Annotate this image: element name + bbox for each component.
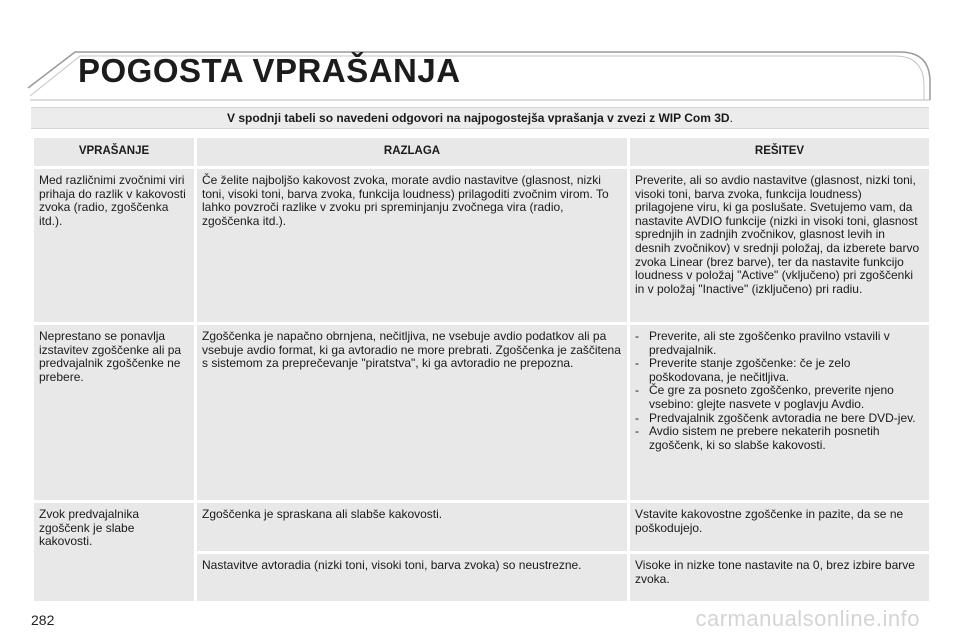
solution-cell [629,324,931,502]
table-row [33,324,931,502]
solution-item: - Preverite, ali ste zgoščenko pravilno vstavili v predvajalnik. [635,329,890,357]
watermark-text: carmanualsonline.info [695,606,920,631]
column-header-solution: REŠITEV [629,137,931,168]
question-cell: Neprestano se ponavlja izstavitev zgoščenke ali pa predvajalnik zgoščenke ne prebere. [33,324,196,502]
faq-table [31,135,932,604]
question-cell: Med različnimi zvočnimi viri prihaja do razlik v kakovosti zvoka (radio, zgoščenka itd.). [33,168,196,324]
intro-bar [31,107,929,129]
column-header-explanation: RAZLAGA [196,137,629,168]
solution-item: - Preverite stanje zgoščenke: če je zelo poškodovana, je nečitljiva. [635,356,851,384]
page-title: POGOSTA VPRAŠANJA [78,52,461,89]
table-row [33,502,931,553]
solution-cell: Preverite, ali so avdio nastavitve (glasnost, nizki toni, visoki toni, barva zvoka, funkcija loudness) prilagojene viru, ki ga poslušate. Svetujemo vam, da nastavite AVDIO funkcije (nizki in visoki toni, glasnost sprednjih in zadnjih zvočnikov, glasnost levih in desnih zvočnikov) v srednji položaj, da izberete barvo zvoka Linear (brez barve), ter da nastavite funkcijo loudness v položaj "Active" (vključeno) pri zgoščenki in v položaj "Inactive" (izključeno) pri radiu. [629,168,931,324]
page-header [0,0,960,110]
solution-cell: Visoke in nizke tone nastavite na 0, brez izbire barve zvoka. [629,553,931,603]
solution-item: - Avdio sistem ne prebere nekaterih posnetih zgoščenk, ki so slabše kakovosti. [635,424,880,452]
solution-list [635,330,923,452]
explanation-cell: Če želite najboljšo kakovost zvoka, morate avdio nastavitve (glasnost, nizki toni, visoki toni, barva zvoka, funkcija loudness) prilagoditi zvočnim virom. To lahko povzroči razlike v zvoku pri spreminjanju zvočnega vira (radio, zgoščenka itd.). [196,168,629,324]
table-row [33,168,931,324]
explanation-cell: Nastavitve avtoradia (nizki toni, visoki toni, barva zvoka) so neustrezne. [196,553,629,603]
page-number: 282 [31,612,55,628]
solution-cell: Vstavite kakovostne zgoščenke in pazite, da se ne poškodujejo. [629,502,931,553]
explanation-cell: Zgoščenka je spraskana ali slabše kakovosti. [196,502,629,553]
solution-item: - Predvajalnik zgoščenk avtoradia ne bere DVD-jev. [635,410,916,425]
question-cell: Zvok predvajalnika zgoščenk je slabe kakovosti. [33,502,196,603]
solution-item: - Če gre za posneto zgoščenko, preverite njeno vsebino: glejte nasvete v poglavju Avdio. [635,383,894,411]
explanation-cell: Zgoščenka je napačno obrnjena, nečitljiva, ne vsebuje avdio podatkov ali pa vsebuje avdio format, ki ga avtoradio ne more prebrati. Zgoščenka je zaščitena s sistemom za preprečevanje "piratstva", ki ga avtoradio ne prepozna. [196,324,629,502]
column-header-question: VPRAŠANJE [33,137,196,168]
intro-text: V spodnji tabeli so navedeni odgovori na najpogostejša vprašanja v zvezi z WIP Com 3D [227,111,730,125]
intro-period: . [729,111,733,125]
table-header-row [33,137,931,168]
